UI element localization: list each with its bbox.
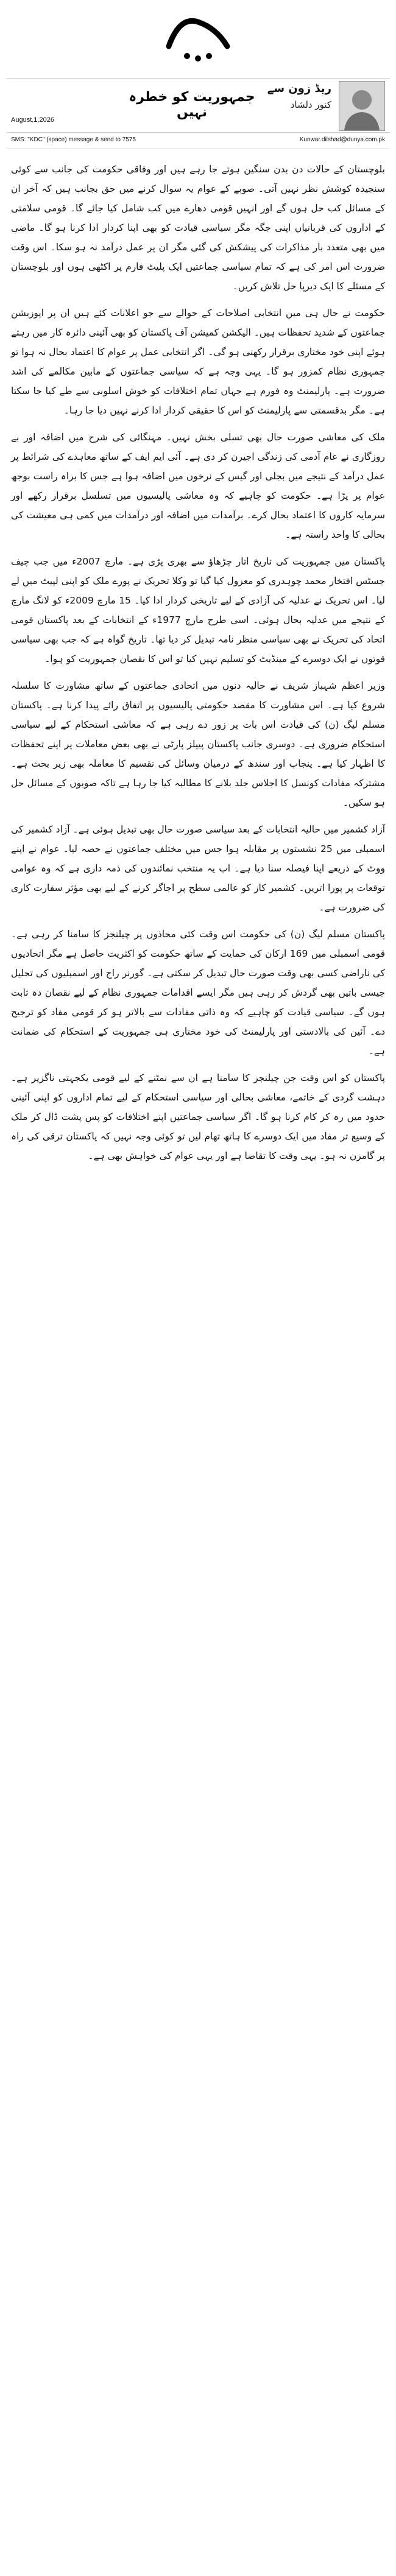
column-strip [6, 78, 390, 133]
newspaper-logo [137, 4, 259, 69]
author-name: کنور دلشاد [290, 99, 331, 110]
article-paragraph: پاکستان میں جمہوریت کی تاریخ اتار چڑھاؤ سے بھری پڑی ہے۔ مارچ 2007ء میں جب چیف جسٹس افتخار محمد چوہدری کو معزول کیا گیا تو وکلا تحریک نے پورے ملک کو اپنی لپیٹ میں لے لیا۔ اس تحریک نے عدلیہ کی آزادی کے لیے تاریخی کردار ادا کیا۔ 15 مارچ 2009ء کو لانگ مارچ کے نتیجے میں عدلیہ بحال ہوئی۔ اسی طرح مارچ 1977ء کے انتخابات کے بعد پاکستان قومی اتحاد کی تحریک نے بھی سیاسی منظر نامہ تبدیل کر دیا تھا۔ تاریخ گواہ ہے کہ جب بھی سیاسی قوتوں نے ایک دوسرے کے مینڈیٹ کو تسلیم نہیں کیا تو اس کا نقصان جمہوریت کو ہوا۔ [11, 556, 385, 664]
article-paragraph: پاکستان مسلم لیگ (ن) کی حکومت اس وقت کئی محاذوں پر چیلنجز کا سامنا کر رہی ہے۔ قومی اسمبلی میں 169 ارکان کی حمایت کے ساتھ حکومت کو اکثریت حاصل ہے مگر اتحادیوں کی ناراضی کسی بھی وقت صورت حال تبدیل کر سکتی ہے۔ گورنر راج اور اسمبلیوں کی تحلیل جیسی باتیں بھی گردش کر رہی ہیں مگر ایسے اقدامات جمہوری نظام کے لیے نقصان دہ ثابت ہوں گے۔ سیاسی قیادت کو چاہیے کہ وہ ذاتی مفادات سے بالاتر ہو کر قومی مفاد کو ترجیح دے۔ آئین کی بالادستی اور پارلیمنٹ کی خود مختاری ہی جمہوریت کے استحکام کی ضمانت ہے۔ [11, 929, 385, 1057]
article-paragraph: حکومت نے حال ہی میں انتخابی اصلاحات کے حوالے سے جو اعلانات کئے ہیں ان پر اپوزیشن جماعتوں کے شدید تحفظات ہیں۔ الیکشن کمیشن آف پاکستان کو بھی آئینی دائرہ کار میں رہتے ہوئے اپنی خود مختاری برقرار رکھنی ہو گی۔ اگر انتخابی عمل پر عوام کا اعتماد بحال نہ ہوا تو جمہوری نظام کمزور ہو گا۔ یہی وجہ ہے کہ سیاسی جماعتوں کے مابین مکالمے کی اشد ضرورت ہے۔ پارلیمنٹ وہ فورم ہے جہاں تمام اختلافات کو خوش اسلوبی سے طے کیا جا سکتا ہے۔ مگر بدقسمتی سے پارلیمنٹ کو اس کا حقیقی کردار ادا کرنے نہیں دیا جا رہا۔ [11, 308, 385, 416]
column-header [0, 0, 396, 183]
logo-icon [137, 4, 259, 69]
column-name: ریڈ زون سے [267, 82, 331, 95]
article-paragraph: پاکستان کو اس وقت جن چیلنجز کا سامنا ہے ان سے نمٹنے کے لیے قومی یکجہتی ناگزیر ہے۔ دہشت گردی کے خاتمے، معاشی بحالی اور سیاسی استحکام کے لیے تمام اداروں کو اپنی آئینی حدود میں رہ کر کام کرنا ہو گا۔ اگر سیاسی جماعتیں اپنے اختلافات کو پس پشت ڈال کر ملک کے وسیع تر مفاد میں ایک دوسرے کا ہاتھ تھام لیں تو کوئی وجہ نہیں کہ پاکستان ترقی کی راہ پر گامزن نہ ہو۔ یہی وقت کا تقاضا ہے اور یہی عوام کی خواہش بھی ہے۔ [11, 1072, 385, 1161]
article-paragraph: بلوچستان کے حالات دن بدن سنگین ہوتے جا رہے ہیں اور وفاقی حکومت کی جانب سے کوئی سنجیدہ کوشش نظر نہیں آتی۔ صوبے کے عوام یہ سوال کرنے میں حق بجانب ہیں کہ آخر ان کے مسائل کب حل ہوں گے اور انہیں قومی دھارے میں کب شامل کیا جائے گا۔ قومی سلامتی کے اداروں کی قربانیاں اپنی جگہ مگر سیاسی قیادت کو بھی اپنا کردار ادا کرنا ہو گا۔ ماضی میں بھی متعدد بار مذاکرات کی پیشکش کی گئی مگر ان پر عمل درآمد نہ ہو سکا۔ اس وقت ضرورت اس امر کی ہے کہ تمام سیاسی جماعتیں ایک پلیٹ فارم پر اکٹھی ہوں اور بلوچستان کے مسئلے کا ایک دیرپا حل تلاش کریں۔ [11, 164, 385, 292]
author-email[interactable]: Kunwar.dilshad@dunya.com.pk [299, 136, 385, 143]
article-paragraph: آزاد کشمیر میں حالیہ انتخابات کے بعد سیاسی صورت حال بھی تبدیل ہوئی ہے۔ آزاد کشمیر کی اسمبلی میں 25 نشستوں پر مقابلہ ہوا جس میں مختلف جماعتوں نے حصہ لیا۔ عوام نے اپنے ووٹ کے ذریعے اپنا فیصلہ سنا دیا ہے۔ اب یہ منتخب نمائندوں کی ذمہ داری ہے کہ وہ عوامی توقعات پر پورا اتریں۔ کشمیر کاز کو عالمی سطح پر اجاگر کرنے کے لیے بھی مؤثر سفارت کاری کی ضرورت ہے۔ [11, 824, 385, 913]
article-paragraph: وزیر اعظم شہباز شریف نے حالیہ دنوں میں اتحادی جماعتوں کے ساتھ مشاورت کا سلسلہ شروع کیا ہے۔ اس مشاورت کا مقصد حکومتی پالیسیوں پر اتفاق رائے پیدا کرنا ہے۔ پاکستان مسلم لیگ (ن) کی قیادت اس بات پر زور دے رہی ہے کہ معاشی استحکام کے لیے سیاسی استحکام ضروری ہے۔ دوسری جانب پاکستان پیپلز پارٹی نے بھی بعض معاملات پر اپنے تحفظات کا اظہار کیا ہے۔ پنجاب اور سندھ کے درمیان وسائل کی تقسیم کا معاملہ بھی زیر بحث ہے۔ مشترکہ مفادات کونسل کا اجلاس جلد بلانے کا مطالبہ کیا جا رہا ہے تاکہ صوبوں کے مسائل حل ہو سکیں۔ [11, 680, 385, 808]
meta-strip [6, 134, 390, 147]
avatar-icon [339, 82, 384, 130]
article-paragraph: ملک کی معاشی صورت حال بھی تسلی بخش نہیں۔ مہنگائی کی شرح میں اضافہ اور بے روزگاری نے عام آدمی کی زندگی اجیرن کر دی ہے۔ آئی ایم ایف کے ساتھ معاہدے کی شرائط پر عمل درآمد کے نتیجے میں بجلی اور گیس کے نرخوں میں اضافہ ہوا ہے جس کا براہ راست بوجھ عوام پر پڑا ہے۔ حکومت کو چاہیے کہ وہ معاشی پالیسیوں میں تسلسل برقرار رکھے اور سرمایہ کاروں کا اعتماد بحال کرے۔ برآمدات میں اضافہ اور درآمدات میں کمی ہی معیشت کی بحالی کا واحد راستہ ہے۔ [11, 432, 385, 540]
sms-instructions: SMS: "KDC" (space) message & send to 7575 [11, 136, 136, 143]
date-label: August,1,2026 [11, 116, 54, 124]
article-body [11, 160, 385, 1173]
author-photo [339, 81, 385, 131]
column-title: جمہوریت کو خطرہ نہیں [129, 90, 255, 120]
